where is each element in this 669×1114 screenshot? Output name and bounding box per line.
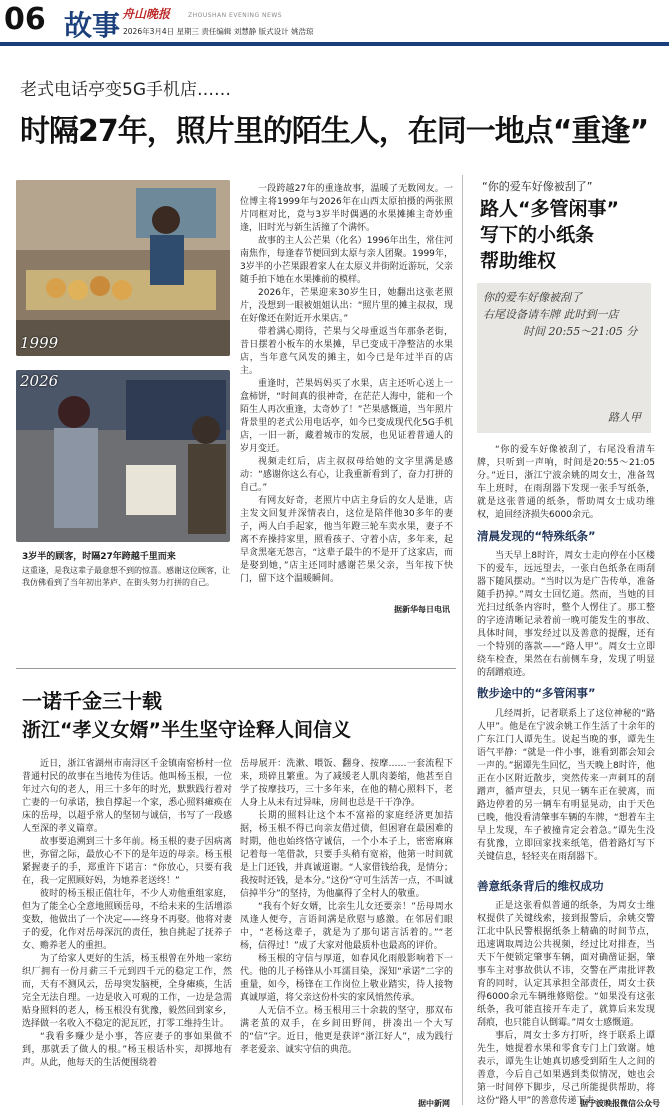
story2-paragraph: “我看多赚少是小事，答应妻子的事如果做不到，那就丢了做人的根。”杨玉根话朴实，却掷地有声。从此，他每天的生活便围绕着 [22, 1032, 232, 1068]
photo-caption-body: 这重逢，是我这辈子最意想不到的惊喜。感谢这位顾客，让我仿佛看到了当年初出茅庐、在街头努力打拼的自己。 [22, 566, 230, 587]
newspaper-english-name: ZHOUSHAN EVENING NEWS [188, 12, 283, 19]
story3-intro-text: “你的爱车好像被刮了，右尾没看清车牌，只听到一声响，时间是20:55～21:05分。”近日，浙江宁波余姚的周女士，准备驾车上班时，在雨刮器下发现一张手写纸条，就是这张普通的纸条，帮助周女士成功维权，追回经济损失6000余元。 [477, 445, 655, 520]
story1-kicker: 老式电话亭变5G手机店…… [20, 80, 231, 100]
story2-column-1 [22, 758, 232, 1070]
story3-intro [477, 444, 655, 522]
note-line: 时间 20:55～21:05 分 [523, 325, 638, 338]
story2-paragraph: 人无信不立。杨玉根用三十余载的坚守，那双布满老茧的双手，在乡间田野间，拼凑出一个大写的“信”字。近日，他更是获评“浙江好人”，成为践行孝老爱亲、诚实守信的典范。 [240, 1006, 453, 1055]
story3-section2 [477, 708, 655, 864]
photo-1999 [16, 180, 230, 356]
story3-section1-text: 当天早上8时许，周女士走向停在小区楼下的爱车，远远望去，一张白色纸条在雨刮器下随风摆动。“当时以为是广告传单，准备随手扔掉。”周女士回忆道。然而，当她的目光扫过纸条内容时，整个人愣住了。那工整的字迹清晰记录着前一晚可能发生的事故、具体时间，事发经过以及善意的提醒，还有一个特别的落款——“路人甲”。周女士立即绕车检查，果然在右前侧车身，发现了明显的刮蹭痕迹。 [477, 551, 655, 678]
story3-section3 [477, 900, 655, 1108]
story3-headline-line: 写下的小纸条 [480, 224, 595, 246]
story2-source: 据中新网 [418, 1099, 450, 1108]
photo-2026-year: 2026 [20, 372, 59, 390]
story2-paragraph: 杨玉根的守信与厚道，如春风化雨般影响着下一代。他的儿子杨锋从小耳濡目染，深知“承诺”二字的重量，如今，杨锋在工作岗位上敬业踏实，待人接物真诚厚道，将父亲这份朴实的家风悄然传承。 [240, 954, 453, 1003]
page-number: 06 [4, 2, 46, 37]
story2-headline-main: 一诺千金三十载 [22, 689, 162, 713]
story3-section3-text: 正是这张看似普通的纸条，为周女士维权提供了关键线索，接到报警后，余姚交警江北中队民警根据纸条上精确的时间节点，迅速调取周边公共视频，经过比对排查，当天下午便锁定肇事车辆，面对确凿证据，肇事车主对事故供认不讳，交警在严肃批评教育的同时，认定其承担全部责任，周女士获得6000余元车辆维修赔偿。“如果没有这张纸条，我可能直接开车走了，就算后来发现刮痕，也只能自认倒霉。”周女士感慨道。 [477, 901, 655, 1028]
story1-paragraph: 视频走红后，店主叔叔母给她的文字里满是感动：“感谢你这么有心，让我重新看到了，奋力打拼的自己。” [240, 457, 453, 493]
note-line: 右尾设备请车牌 此时到一店 [483, 308, 619, 321]
story2-paragraph: 彼时的杨玉根正值壮年，不少人劝他重组家庭，但为了能全心全意地照顾岳母，不给未来的生活增添变数，他做出了一个决定——终身不再娶。他将对妻子的爱，化作对岳母深沉的责任，独自挑起了抚养子女、赡养老人的重担。 [22, 889, 232, 951]
note-signature: 路人甲 [608, 411, 641, 424]
story3-section1-title: 清晨发现的“特殊纸条” [477, 529, 596, 543]
story2-paragraph: “我有个好女婿，比亲生儿女还要亲！”岳母周水凤逢人便夸，言语间满是欣慰与感激。在邻居们眼中，“老杨这辈子，就是为了那句诺言活着的。”“老杨，信得过！”成了大家对他最质朴也最高的评价。 [240, 902, 453, 951]
newspaper-logo: 舟山晚报 [122, 7, 171, 21]
story3-section3-title: 善意纸条背后的维权成功 [477, 879, 604, 893]
story2-column-2 [240, 758, 453, 1057]
story2-paragraph: 岳母展开：洗漱、喂饭、翻身、按摩……一套流程下来，琐碎且繁重。为了减缓老人肌肉萎缩，他甚至自学了按摩技巧，三十多年来，在他的精心照料下，老人身上从未有过异味，房间也总是干干净净。 [240, 759, 453, 808]
photo-caption-title: 3岁半的顾客，时隔27年跨越千里而来 [22, 552, 176, 562]
story2-paragraph: 长期的照料让这个本不富裕的家庭经济更加拮据，杨玉根不得已向亲友借过债，但困窘在最困难的时期，他也始终恪守诚信，一个小本子上，密密麻麻记着每一笔借款，只要手头稍有宽裕，他第一时间就是上门还钱，并真诚道谢。“人家借钱给我，是情分；我按时还钱，是本分。”这份“守可生活苦一点，不叫诚信掉半分”的坚持，为他赢得了全村人的敬重。 [240, 811, 453, 899]
story3-subhead: “你的爱车好像被刮了” [482, 180, 593, 193]
photo-2026 [16, 370, 230, 542]
story2-paragraph: 近日，浙江省湖州市南浔区千金镇南窑桥村一位普通村民的故事在当地传为佳话。他叫杨玉根，一位年过六旬的老人，用三十多年的时光，默默践行着对亡妻的一句承诺，独自撑起一个家，悉心照料瘫痪在床的岳母，以超乎常人的坚韧与诚信，书写了一段感人至深的孝义篇章。 [22, 759, 232, 834]
story1-paragraph: 带着满心期待，芒果与父母重返当年那条老街，昔日摆着小板车的水果摊，早已变成干净整洁的水果店，当年意气风发的摊主，如今已是年过半百的店主。 [240, 327, 453, 376]
story1-paragraph: 故事的主人公芒果（化名）1996年出生，常住河南焦作，每逢春节便回到太原与亲人团聚。1999年，3岁半的小芒果跟着家人在太原义井街附近游玩，父亲随手拍下她在水果摊前的模样。 [240, 236, 453, 285]
story2-divider [16, 668, 456, 669]
section-title: 故事 [64, 9, 121, 42]
story3-headline-line: 路人“多管闲事” [480, 198, 619, 220]
story1-paragraph: 2026年，芒果迎来30岁生日，她翻出这张老照片，没想到一眼被姐姐认出：“照片里的摊主叔叔，现在好像还在附近开水果店。” [240, 288, 453, 324]
handwritten-note-photo [477, 283, 651, 433]
story1-body [240, 183, 453, 586]
story3-source: 据宁波晚报微信公众号 [580, 1099, 660, 1108]
story3-section2-text: 几经周折，记者联系上了这位神秘的“路人甲”。他是在宁波余姚工作生活了十余年的广东江门人谭先生。说起当晚的事，谭先生语气平静：“就是一件小事，谁看到都会知会一声的。”据谭先生回忆，当天晚上8时许，他正在小区附近散步，突然传来一声刺耳的刮蹭声，循声望去，只见一辆车正在驶离，而路边停着的另一辆车有明显晃动，由于天色已晚，他没看清肇事车辆的车牌，“想着车主早上发现，车子被撞肯定会着急。”谭先生没有犹豫，立即回家找来纸笔，借着路灯写下关键信息，轻轻夹在雨刮器下。 [477, 709, 655, 862]
story1-paragraph: 一段跨越27年的重逢故事，温暖了无数网友。一位博主将1999年与2026年在山西太原拍摄的两张照片同框对比，竟与3岁半时偶遇的水果摊摊主奇妙重逢，旧时光与新生活撞了个满怀。 [240, 184, 453, 233]
story2-paragraph: 为了给家人更好的生活，杨玉根曾在外地一家纺织厂拥有一份月薪三千元到四千元的稳定工作，然而，天有不测风云，岳母突发脑梗，全身瘫痪，生活完全无法自理。一边是收入可观的工作，一边是急需贴身照料的老人，杨玉根没有犹豫，毅然回到家乡，选择做一名收入不稳定的泥瓦匠，打零工维持生计。 [22, 954, 232, 1029]
photo-1999-image [16, 180, 230, 356]
story3-headline [480, 196, 660, 274]
photo-1999-year: 1999 [20, 334, 59, 352]
story1-paragraph: 有网友好奇，老照片中店主身后的女人是谁，店主发文回复并深情表白，这位是陪伴他30多年的妻子，两人白手起家，他当年蹬三轮车卖水果，妻子不离不弃操持家里，照看孩子、守着小店，多年来，起早贪黑毫无怨言，“这辈子最牛的不是开了这家店，而是娶到她，”店主还同时感谢芒果父亲，当年按下快门，留下这个温暖瞬间。 [240, 496, 453, 584]
story1-paragraph: 重逢时，芒果妈妈买了水果，店主还听心送上一盒柿饼，“时间真的很神奇，在茫茫人海中，能和一个陌生人再次重逢，太奇妙了！”芒果感慨道，当年照片背景里的老式公用电话亭，如今已变成现代化5G手机店，一旧一新，藏着城市的发展，也见证着普通人的岁月变迁。 [240, 379, 453, 454]
story2-headline-sub: 浙江“孝义女婿”半生坚守诠释人间信义 [22, 719, 351, 741]
photo-2026-image [16, 370, 230, 542]
issue-meta: 2026年3月4日 星期三 责任编辑 刘慧静 版式设计 姚浩琼 [123, 27, 314, 36]
column-divider [462, 175, 463, 1105]
story3-section2-title: 散步途中的“多管闲事” [477, 686, 596, 700]
story1-headline: 时隔27年，照片里的陌生人，在同一地点“重逢” [20, 114, 649, 149]
note-line: 你的爱车好像被刮了 [483, 291, 582, 304]
story3-section1 [477, 550, 655, 680]
story1-source: 据新华每日电讯 [394, 605, 450, 614]
story3-headline-line: 帮助维权 [480, 250, 557, 272]
story3-section3-text: 事后，周女士多方打听，终于联系上谭先生，她提着水果和零食专门上门致谢。她表示，谭先生让她真切感受到陌生人之间的善意，今后自己如果遇到类似情况，她也会第一时间停下脚步，尽己所能提供帮助，将这份“路人甲”的善意传递下去。 [477, 1031, 655, 1106]
masthead-rule [0, 42, 669, 46]
story2-paragraph: 故事要追溯到三十多年前。杨玉根的妻子因病离世，弥留之际，最放心不下的是年迈的母亲。杨玉根紧握妻子的手，郑重许下诺言：“你放心，只要有我在，我一定照顾好妈，为她养老送终！” [22, 837, 232, 886]
